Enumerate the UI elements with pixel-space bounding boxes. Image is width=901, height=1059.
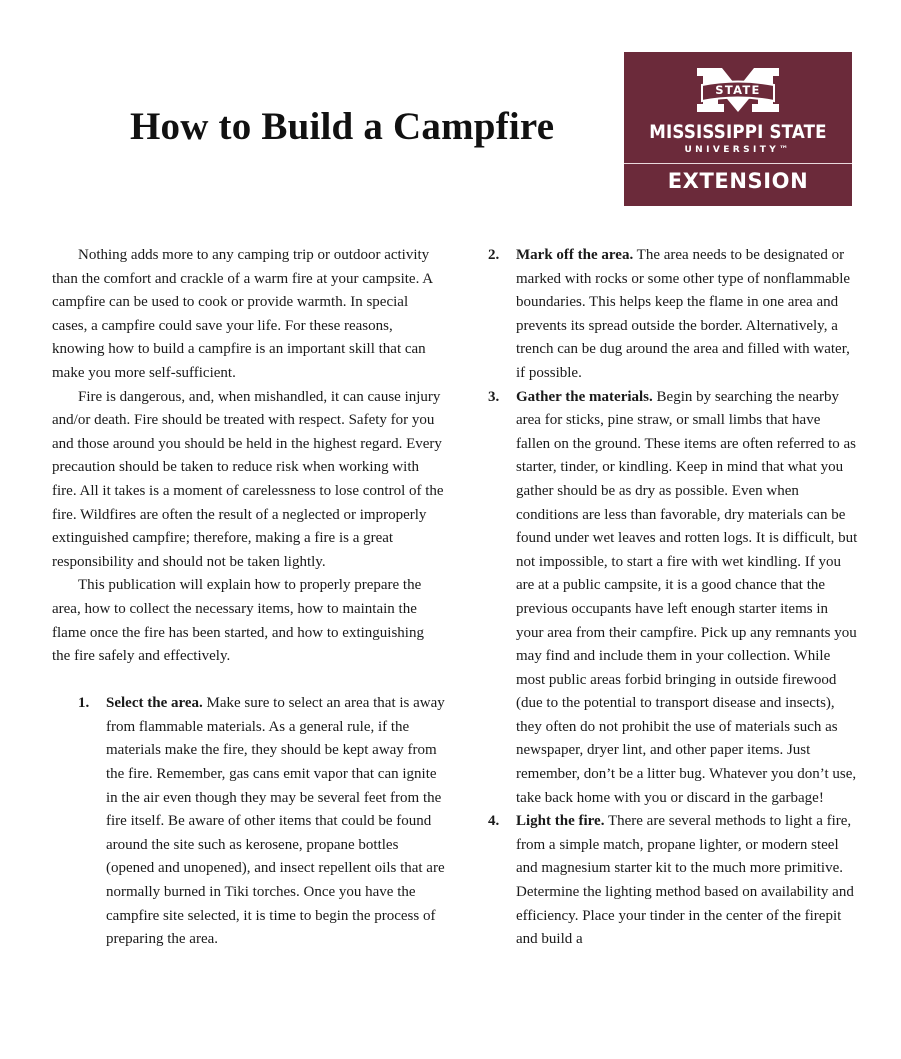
step-lead: Mark off the area. [516, 247, 634, 263]
logo-subtitle: UNIVERSITY™ [684, 145, 792, 155]
right-column [488, 244, 858, 952]
step-lead: Select the area. [106, 695, 203, 712]
page-title: How to Build a Campfire [130, 105, 555, 148]
logo-badge-text: STATE [715, 83, 761, 97]
left-column [52, 244, 444, 952]
logo-extension: EXTENSION [667, 169, 809, 193]
step-text: Make sure to select an area that is away from flammable materials. As a general rule, if the materials make the fire, they should be kept away from the fire. Remember, gas cans emit vapor that can ignite in the air even though they may be several feet from the fire itself. Be aware of other items that could be found around the site such as kerosene, propane bottles (opened and unopened), and insect repellent oils that are normally burned in Tiki torches. Once you have the campfire site selected, it is time to begin the process of preparing the area. [106, 695, 445, 948]
step-number: 3. [488, 388, 500, 405]
msu-extension-logo [624, 52, 852, 206]
step-number: 1. [78, 695, 90, 712]
step-item [488, 810, 858, 952]
step-item [78, 692, 446, 952]
step-lead: Gather the materials. [516, 388, 653, 405]
step-text: Begin by searching the nearby area for sticks, pine straw, or small limbs that have fallen on the ground. These items are often referred to as starter, tinder, or kindling. Keep in mind that what you gather should be as dry as possible. Even when conditions are less than favorable, dry materials can be found under wet leaves and rotten logs. It is difficult, but not impossible, to start a fire with wet kindling. If you are at a public campsite, it is a good chance that the previous occupants have left enough starter items in your area from their campfire. Pick up any remnants you may find and include them in your collection. While most public areas forbid bringing in outside firewood (due to the potential to transport disease and insects), they often do not prohibit the use of materials such as newspaper, dryer lint, and other paper items. Just remember, don’t be a litter bug. Whatever you don’t use, take back home with you or discard in the garbage! [516, 388, 858, 806]
step-lead: Light the fire. [516, 813, 605, 830]
step-text: The area needs to be designated or marked with rocks or some other type of nonflammable boundaries. This helps keep the flame in one area and prevents its spread outside the border. Alternatively, a trench can be dug around the area and filled with water, if possible. [516, 247, 851, 381]
step-item [488, 386, 858, 811]
logo-name: MISSISSIPPI STATE [649, 122, 827, 143]
intro-paragraph: Fire is dangerous, and, when mishandled, it can cause injury and/or death. Fire should be treated with respect. Safety for you and those around you should be held in the highest regard. Every precaution should be taken to reduce risk when working with fire. All it takes is a moment of carelessness to lose control of the fire. Wildfires are often the result of a neglected or improperly extinguished campfire; therefore, making a fire is a great responsibility and should not be taken lightly. [52, 388, 444, 570]
intro-paragraph: This publication will explain how to properly prepare the area, how to collect the necessary items, how to maintain the flame once the fire has been started, and how to extinguishing the fire safely and effectively. [52, 577, 424, 665]
logo-divider [624, 163, 852, 164]
step-number: 2. [488, 247, 500, 263]
step-text: There are several methods to light a fire, from a simple match, propane lighter, or modern steel and magnesium starter kit to the much more primitive. Determine the lighting method based on availability and efficiency. Place your tinder in the center of the firepit and build a [516, 813, 854, 948]
step-number: 4. [488, 813, 500, 830]
paragraph-spacer [52, 669, 444, 693]
step-item [488, 244, 858, 386]
intro-paragraph: Nothing adds more to any camping trip or outdoor activity than the comfort and crackle of a warm fire at your campsite. A campfire can be used to cook or provide warmth. In special cases, a campfire could save your life. For these reasons, knowing how to build a campfire is an important skill that can make you more self-sufficient. [52, 247, 433, 381]
